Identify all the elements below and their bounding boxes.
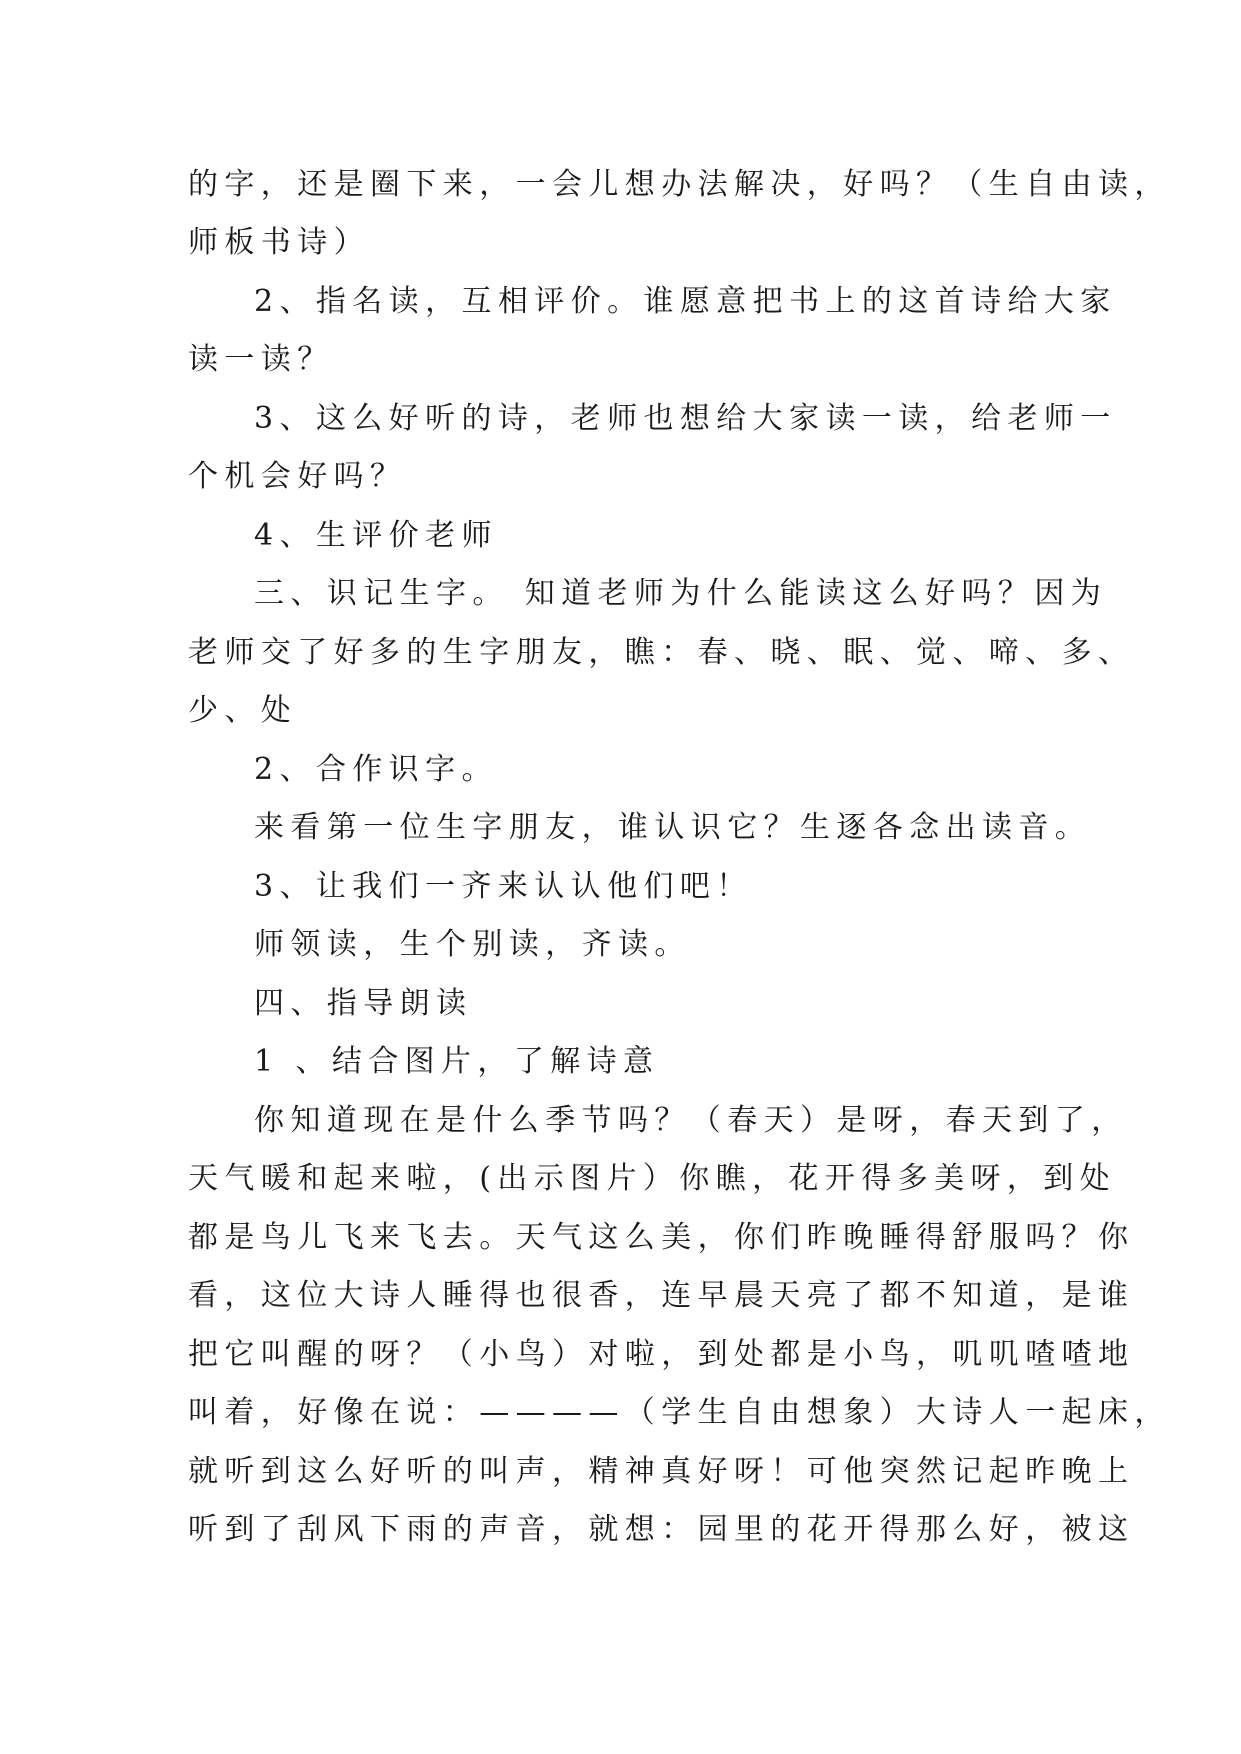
text-line: 2、合作识字。 bbox=[254, 752, 498, 787]
text-line: 三、识记生字。 知道老师为什么能读这么好吗？因为 bbox=[254, 576, 1108, 611]
text-line: 看，这位大诗人睡得也很香，连早晨天亮了都不知道，是谁 bbox=[188, 1278, 1135, 1313]
text-line: 3、这么好听的诗，老师也想给大家读一读，给老师一 bbox=[254, 401, 1117, 436]
text-line: 读一读？ bbox=[188, 342, 334, 377]
text-line: 的字，还是圈下来，一会儿想办法解决，好吗？（生自由读， bbox=[188, 167, 1171, 202]
text-line: 3、让我们一齐来认认他们吧！ bbox=[254, 869, 753, 904]
text-line: 听到了刮风下雨的声音，就想：园里的花开得那么好，被这 bbox=[188, 1512, 1135, 1547]
text-line: 师板书诗） bbox=[188, 225, 370, 260]
text-line: 老师交了好多的生字朋友，瞧：春、晓、眠、觉、啼、多、 bbox=[188, 635, 1135, 670]
text-line: 天气暖和起来啦，(出示图片）你瞧，花开得多美呀，到处 bbox=[188, 1161, 1117, 1196]
text-line: 叫着，好像在说：————（学生自由想象）大诗人一起床， bbox=[188, 1395, 1171, 1430]
text-line: 师领读，生个别读，齐读。 bbox=[254, 927, 691, 962]
text-line: 都是鸟儿飞来飞去。天气这么美，你们昨晚睡得舒服吗？你 bbox=[188, 1220, 1135, 1255]
text-line: 个机会好吗？ bbox=[188, 459, 407, 494]
text-line: 4、生评价老师 bbox=[254, 518, 498, 553]
text-line: 1 、结合图片，了解诗意 bbox=[254, 1044, 660, 1079]
text-line: 就听到这么好听的叫声，精神真好呀！可他突然记起昨晚上 bbox=[188, 1454, 1135, 1489]
text-line: 把它叫醒的呀？（小鸟）对啦，到处都是小鸟，叽叽喳喳地 bbox=[188, 1337, 1135, 1372]
text-line: 少、处 bbox=[188, 693, 298, 728]
text-line: 你知道现在是什么季节吗？（春天）是呀，春天到了， bbox=[254, 1103, 1128, 1138]
text-line: 四、指导朗读 bbox=[254, 986, 473, 1021]
text-line: 来看第一位生字朋友，谁认识它？生逐各念出读音。 bbox=[254, 810, 1092, 845]
text-line: 2、指名读，互相评价。谁愿意把书上的这首诗给大家 bbox=[254, 284, 1117, 319]
